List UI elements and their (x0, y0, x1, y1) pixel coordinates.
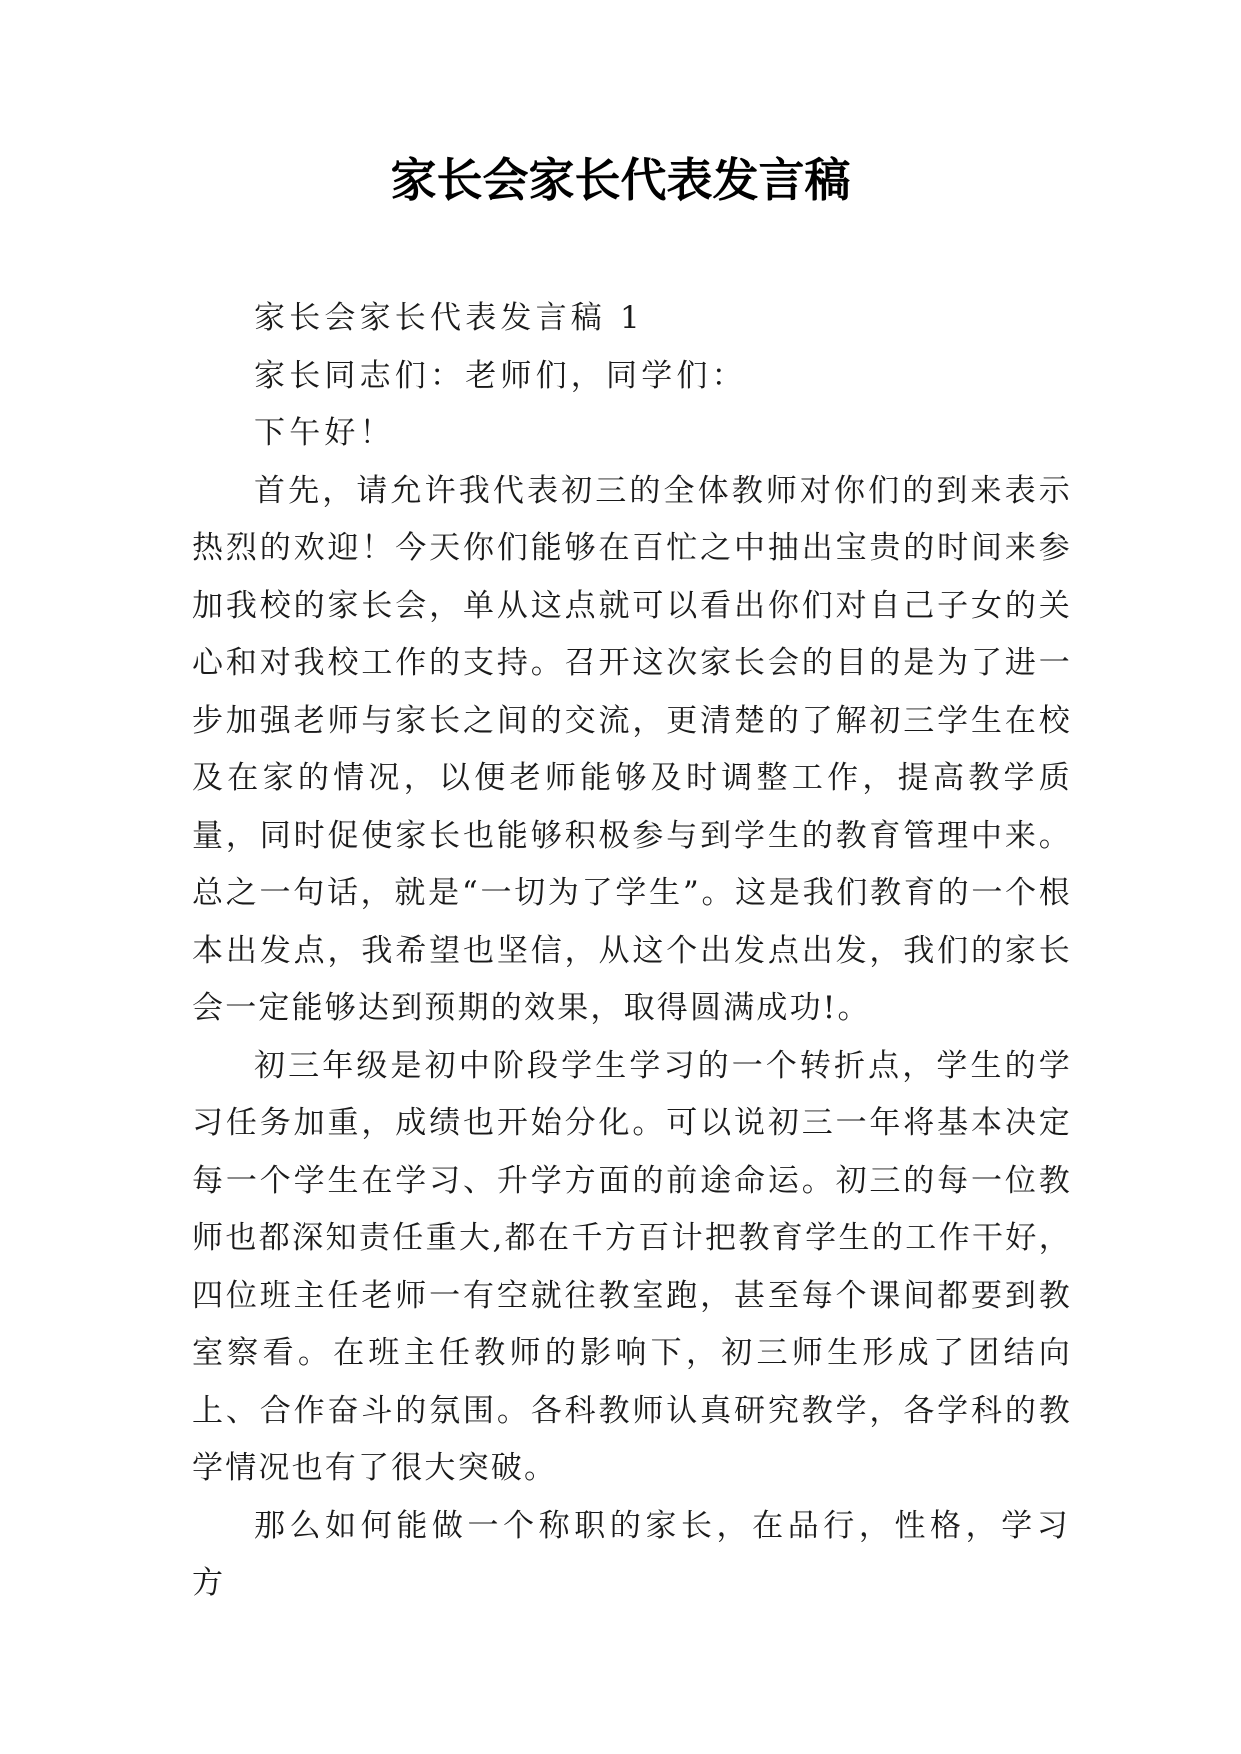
paragraph-parent-role: 那么如何能做一个称职的家长，在品行，性格，学习方 (192, 1507, 1072, 1601)
document-body (192, 290, 1072, 1613)
paragraph-welcome: 首先，请允许我代表初三的全体教师对你们的到来表示热烈的欢迎！今天你们能够在百忙之中抽出宝贵的时间来参加我校的家长会，单从这点就可以看出你们对自己子女的关心和对我校工作的支持。召开这次家长会的目的是为了进一步加强老师与家长之间的交流，更清楚的了解初三学生在校及在家的情况，以便老师能够及时调整工作，提高教学质量，同时促使家长也能够积极参与到学生的教育管理中来。总之一句话，就是“一切为了学生”。这是我们教育的一个根本出发点，我希望也坚信，从这个出发点出发，我们的家长会一定能够达到预期的效果，取得圆满成功!。 (192, 472, 1072, 1026)
salutation: 家长同志们：老师们，同学们： (254, 357, 747, 394)
paragraph-grade-three: 初三年级是初中阶段学生学习的一个转折点，学生的学习任务加重，成绩也开始分化。可以说初三一年将基本决定每一个学生在学习、升学方面的前途命运。初三的每一位教师也都深知责任重大,都在千方百计把教育学生的工作干好，四位班主任老师一有空就往教室跑，甚至每个课间都要到教室察看。在班主任教师的影响下，初三师生形成了团结向上、合作奋斗的氛围。各科教师认真研究教学，各学科的教学情况也有了很大突破。 (192, 1047, 1072, 1486)
section-heading: 家长会家长代表发言稿 1 (254, 300, 644, 336)
greeting: 下午好！ (254, 415, 395, 451)
document-title: 家长会家长代表发言稿 (390, 153, 851, 207)
